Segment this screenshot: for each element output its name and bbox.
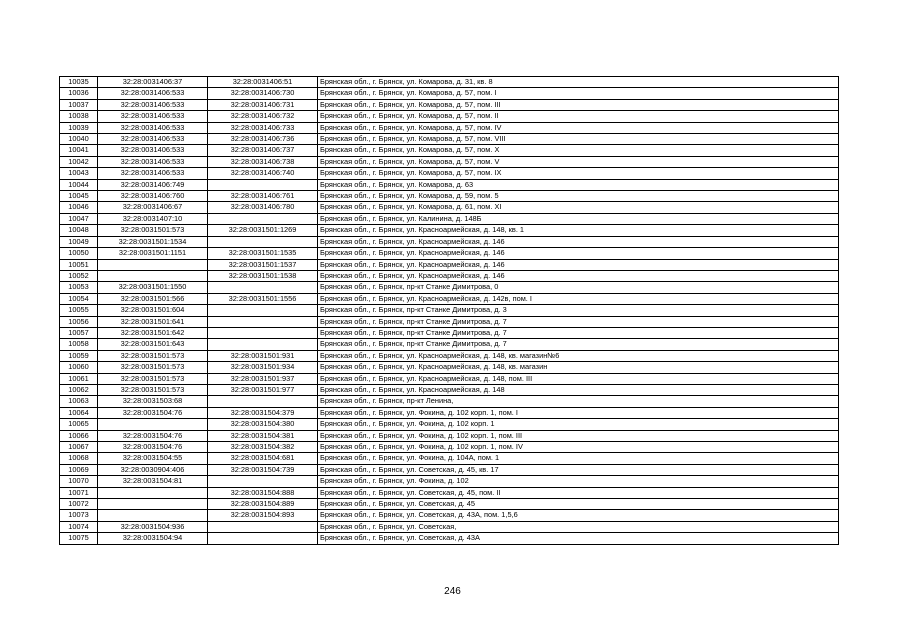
page-number: 246 (444, 586, 461, 597)
table-row (60, 384, 839, 395)
address-cell: Брянская обл., г. Брянск, пр-кт Станке Димитрова, д. 7 (318, 339, 839, 350)
row-number-cell: 10036 (60, 88, 98, 99)
row-number-cell: 10035 (60, 77, 98, 88)
object-number-cell (208, 396, 318, 407)
cadastral-number-cell: 32:28:0031406:533 (98, 134, 208, 145)
address-cell: Брянская обл., г. Брянск, ул. Комарова, д. 57, пом. I (318, 88, 839, 99)
address-cell: Брянская обл., г. Брянск, ул. Красноармейская, д. 146 (318, 248, 839, 259)
object-number-cell: 32:28:0031406:736 (208, 134, 318, 145)
row-number-cell: 10055 (60, 305, 98, 316)
address-cell: Брянская обл., г. Брянск, ул. Советская, д. 45, пом. II (318, 487, 839, 498)
table-row (60, 339, 839, 350)
row-number-cell: 10067 (60, 442, 98, 453)
row-number-cell: 10044 (60, 179, 98, 190)
object-number-cell: 32:28:0031406:738 (208, 156, 318, 167)
row-number-cell: 10052 (60, 270, 98, 281)
table-row (60, 430, 839, 441)
cadastral-number-cell: 32:28:0031407:10 (98, 213, 208, 224)
table-row (60, 213, 839, 224)
object-number-cell: 32:28:0031406:733 (208, 122, 318, 133)
address-cell: Брянская обл., г. Брянск, ул. Красноармейская, д. 146 (318, 236, 839, 247)
object-number-cell: 32:28:0031501:934 (208, 362, 318, 373)
cadastral-number-cell: 32:28:0031501:573 (98, 384, 208, 395)
object-number-cell: 32:28:0031406:761 (208, 191, 318, 202)
cadastral-number-cell (98, 487, 208, 498)
address-cell: Брянская обл., г. Брянск, ул. Советская, д. 43А, пом. 1,5,6 (318, 510, 839, 521)
address-cell: Брянская обл., г. Брянск, ул. Комарова, д. 57, пом. VIII (318, 134, 839, 145)
address-cell: Брянская обл., г. Брянск, ул. Комарова, д. 57, пом. IV (318, 122, 839, 133)
table-row (60, 487, 839, 498)
address-cell: Брянская обл., г. Брянск, ул. Красноармейская, д. 148, кв. магазин№6 (318, 350, 839, 361)
cadastral-number-cell (98, 419, 208, 430)
object-number-cell (208, 533, 318, 544)
object-number-cell: 32:28:0031504:382 (208, 442, 318, 453)
address-cell: Брянская обл., г. Брянск, ул. Фокина, д. 104А, пом. 1 (318, 453, 839, 464)
row-number-cell: 10051 (60, 259, 98, 270)
object-number-cell: 32:28:0031504:379 (208, 407, 318, 418)
row-number-cell: 10071 (60, 487, 98, 498)
address-cell: Брянская обл., г. Брянск, ул. Комарова, д. 57, пом. III (318, 99, 839, 110)
table-row (60, 316, 839, 327)
cadastral-number-cell: 32:28:0031501:642 (98, 327, 208, 338)
cadastral-number-cell: 32:28:0031504:55 (98, 453, 208, 464)
table-row (60, 282, 839, 293)
row-number-cell: 10054 (60, 293, 98, 304)
table-row (60, 396, 839, 407)
row-number-cell: 10074 (60, 521, 98, 532)
cadastral-number-cell: 32:28:0031504:94 (98, 533, 208, 544)
cadastral-number-cell: 32:28:0031406:67 (98, 202, 208, 213)
address-cell: Брянская обл., г. Брянск, ул. Комарова, д. 57, пом. IX (318, 168, 839, 179)
row-number-cell: 10053 (60, 282, 98, 293)
table-row (60, 168, 839, 179)
object-number-cell (208, 339, 318, 350)
row-number-cell: 10057 (60, 327, 98, 338)
cadastral-number-cell (98, 510, 208, 521)
table-row (60, 145, 839, 156)
object-number-cell (208, 476, 318, 487)
cadastral-number-cell: 32:28:0031406:749 (98, 179, 208, 190)
object-number-cell: 32:28:0031406:51 (208, 77, 318, 88)
object-number-cell: 32:28:0031504:681 (208, 453, 318, 464)
table-row (60, 122, 839, 133)
property-table-body (60, 77, 839, 545)
cadastral-number-cell (98, 259, 208, 270)
address-cell: Брянская обл., г. Брянск, ул. Фокина, д. 102 корп. 1 (318, 419, 839, 430)
address-cell: Брянская обл., г. Брянск, ул. Комарова, д. 57, пом. II (318, 111, 839, 122)
row-number-cell: 10059 (60, 350, 98, 361)
table-row (60, 99, 839, 110)
cadastral-number-cell: 32:28:0031406:533 (98, 156, 208, 167)
row-number-cell: 10064 (60, 407, 98, 418)
table-row (60, 305, 839, 316)
object-number-cell: 32:28:0031406:740 (208, 168, 318, 179)
row-number-cell: 10041 (60, 145, 98, 156)
row-number-cell: 10040 (60, 134, 98, 145)
table-row (60, 270, 839, 281)
address-cell: Брянская обл., г. Брянск, ул. Комарова, д. 57, пом. X (318, 145, 839, 156)
row-number-cell: 10038 (60, 111, 98, 122)
table-row (60, 88, 839, 99)
object-number-cell: 32:28:0031501:977 (208, 384, 318, 395)
cadastral-number-cell: 32:28:0031501:641 (98, 316, 208, 327)
table-row (60, 442, 839, 453)
table-row (60, 248, 839, 259)
address-cell: Брянская обл., г. Брянск, ул. Советская, д. 43А (318, 533, 839, 544)
cadastral-number-cell: 32:28:0031406:533 (98, 168, 208, 179)
object-number-cell (208, 282, 318, 293)
address-cell: Брянская обл., г. Брянск, ул. Комарова, д. 63 (318, 179, 839, 190)
object-number-cell: 32:28:0031504:739 (208, 464, 318, 475)
row-number-cell: 10068 (60, 453, 98, 464)
row-number-cell: 10061 (60, 373, 98, 384)
table-row (60, 407, 839, 418)
address-cell: Брянская обл., г. Брянск, ул. Фокина, д. 102 корп. 1, пом. III (318, 430, 839, 441)
cadastral-number-cell: 32:28:0031504:936 (98, 521, 208, 532)
address-cell: Брянская обл., г. Брянск, ул. Советская, д. 45 (318, 499, 839, 510)
object-number-cell (208, 521, 318, 532)
address-cell: Брянская обл., г. Брянск, ул. Комарова, д. 57, пом. V (318, 156, 839, 167)
cadastral-number-cell: 32:28:0031501:1534 (98, 236, 208, 247)
address-cell: Брянская обл., г. Брянск, ул. Фокина, д. 102 корп. 1, пом. IV (318, 442, 839, 453)
table-row (60, 499, 839, 510)
table-row (60, 476, 839, 487)
cadastral-number-cell: 32:28:0031406:760 (98, 191, 208, 202)
row-number-cell: 10039 (60, 122, 98, 133)
table-row (60, 419, 839, 430)
cadastral-number-cell: 32:28:0031501:1151 (98, 248, 208, 259)
address-cell: Брянская обл., г. Брянск, ул. Красноармейская, д. 146 (318, 270, 839, 281)
address-cell: Брянская обл., г. Брянск, пр-кт Станке Димитрова, 0 (318, 282, 839, 293)
cadastral-number-cell: 32:28:0031504:76 (98, 407, 208, 418)
cadastral-number-cell: 32:28:0031501:604 (98, 305, 208, 316)
object-number-cell: 32:28:0031504:381 (208, 430, 318, 441)
cadastral-number-cell: 32:28:0030904:406 (98, 464, 208, 475)
table-row (60, 202, 839, 213)
table-row (60, 521, 839, 532)
object-number-cell (208, 236, 318, 247)
cadastral-number-cell: 32:28:0031501:573 (98, 225, 208, 236)
address-cell: Брянская обл., г. Брянск, ул. Калинина, д. 148Б (318, 213, 839, 224)
table-row (60, 191, 839, 202)
address-cell: Брянская обл., г. Брянск, ул. Фокина, д. 102 (318, 476, 839, 487)
row-number-cell: 10042 (60, 156, 98, 167)
object-number-cell: 32:28:0031501:937 (208, 373, 318, 384)
table-row (60, 236, 839, 247)
cadastral-number-cell: 32:28:0031501:643 (98, 339, 208, 350)
object-number-cell (208, 213, 318, 224)
row-number-cell: 10048 (60, 225, 98, 236)
address-cell: Брянская обл., г. Брянск, ул. Красноармейская, д. 148, кв. магазин (318, 362, 839, 373)
table-row (60, 373, 839, 384)
address-cell: Брянская обл., г. Брянск, ул. Комарова, д. 61, пом. XI (318, 202, 839, 213)
row-number-cell: 10037 (60, 99, 98, 110)
object-number-cell: 32:28:0031501:1556 (208, 293, 318, 304)
table-row (60, 179, 839, 190)
table-row (60, 464, 839, 475)
row-number-cell: 10049 (60, 236, 98, 247)
cadastral-number-cell (98, 499, 208, 510)
row-number-cell: 10045 (60, 191, 98, 202)
table-row (60, 225, 839, 236)
address-cell: Брянская обл., г. Брянск, ул. Советская, д. 45, кв. 17 (318, 464, 839, 475)
cadastral-number-cell: 32:28:0031504:76 (98, 442, 208, 453)
address-cell: Брянская обл., г. Брянск, ул. Красноармейская, д. 146 (318, 259, 839, 270)
cadastral-number-cell: 32:28:0031504:76 (98, 430, 208, 441)
object-number-cell: 32:28:0031501:1537 (208, 259, 318, 270)
row-number-cell: 10060 (60, 362, 98, 373)
cadastral-number-cell: 32:28:0031406:533 (98, 145, 208, 156)
row-number-cell: 10047 (60, 213, 98, 224)
row-number-cell: 10046 (60, 202, 98, 213)
table-row (60, 362, 839, 373)
cadastral-number-cell: 32:28:0031406:37 (98, 77, 208, 88)
table-row (60, 327, 839, 338)
cadastral-number-cell: 32:28:0031501:573 (98, 362, 208, 373)
object-number-cell: 32:28:0031504:889 (208, 499, 318, 510)
address-cell: Брянская обл., г. Брянск, пр-кт Станке Димитрова, д. 7 (318, 327, 839, 338)
address-cell: Брянская обл., г. Брянск, ул. Красноармейская, д. 148, кв. 1 (318, 225, 839, 236)
table-row (60, 510, 839, 521)
address-cell: Брянская обл., г. Брянск, пр-кт Ленина, (318, 396, 839, 407)
object-number-cell: 32:28:0031406:730 (208, 88, 318, 99)
object-number-cell: 32:28:0031406:732 (208, 111, 318, 122)
table-row (60, 77, 839, 88)
cadastral-number-cell: 32:28:0031501:1550 (98, 282, 208, 293)
table-row (60, 533, 839, 544)
object-number-cell: 32:28:0031406:780 (208, 202, 318, 213)
object-number-cell: 32:28:0031406:731 (208, 99, 318, 110)
address-cell: Брянская обл., г. Брянск, ул. Комарова, д. 59, пом. 5 (318, 191, 839, 202)
address-cell: Брянская обл., г. Брянск, пр-кт Станке Димитрова, д. 7 (318, 316, 839, 327)
address-cell: Брянская обл., г. Брянск, ул. Советская, (318, 521, 839, 532)
address-cell: Брянская обл., г. Брянск, ул. Красноармейская, д. 142в, пом. I (318, 293, 839, 304)
row-number-cell: 10058 (60, 339, 98, 350)
object-number-cell (208, 305, 318, 316)
table-row (60, 111, 839, 122)
object-number-cell (208, 327, 318, 338)
table-row (60, 134, 839, 145)
object-number-cell: 32:28:0031406:737 (208, 145, 318, 156)
row-number-cell: 10062 (60, 384, 98, 395)
table-row (60, 259, 839, 270)
cadastral-number-cell: 32:28:0031501:566 (98, 293, 208, 304)
cadastral-number-cell: 32:28:0031406:533 (98, 111, 208, 122)
address-cell: Брянская обл., г. Брянск, ул. Красноармейская, д. 148 (318, 384, 839, 395)
row-number-cell: 10073 (60, 510, 98, 521)
object-number-cell: 32:28:0031501:1269 (208, 225, 318, 236)
row-number-cell: 10043 (60, 168, 98, 179)
cadastral-number-cell: 32:28:0031406:533 (98, 88, 208, 99)
object-number-cell: 32:28:0031504:893 (208, 510, 318, 521)
table-row (60, 293, 839, 304)
row-number-cell: 10066 (60, 430, 98, 441)
object-number-cell: 32:28:0031501:931 (208, 350, 318, 361)
object-number-cell: 32:28:0031501:1538 (208, 270, 318, 281)
cadastral-number-cell: 32:28:0031503:68 (98, 396, 208, 407)
row-number-cell: 10069 (60, 464, 98, 475)
cadastral-number-cell: 32:28:0031406:533 (98, 99, 208, 110)
row-number-cell: 10075 (60, 533, 98, 544)
address-cell: Брянская обл., г. Брянск, ул. Комарова, д. 31, кв. 8 (318, 77, 839, 88)
row-number-cell: 10070 (60, 476, 98, 487)
table-row (60, 156, 839, 167)
cadastral-number-cell: 32:28:0031501:573 (98, 373, 208, 384)
row-number-cell: 10056 (60, 316, 98, 327)
cadastral-number-cell: 32:28:0031501:573 (98, 350, 208, 361)
cadastral-number-cell (98, 270, 208, 281)
property-table (59, 76, 839, 545)
object-number-cell: 32:28:0031504:380 (208, 419, 318, 430)
object-number-cell: 32:28:0031504:888 (208, 487, 318, 498)
object-number-cell (208, 316, 318, 327)
address-cell: Брянская обл., г. Брянск, ул. Красноармейская, д. 148, пом. III (318, 373, 839, 384)
cadastral-number-cell: 32:28:0031504:81 (98, 476, 208, 487)
object-number-cell: 32:28:0031501:1535 (208, 248, 318, 259)
row-number-cell: 10050 (60, 248, 98, 259)
row-number-cell: 10065 (60, 419, 98, 430)
object-number-cell (208, 179, 318, 190)
table-row (60, 350, 839, 361)
cadastral-number-cell: 32:28:0031406:533 (98, 122, 208, 133)
address-cell: Брянская обл., г. Брянск, ул. Фокина, д. 102 корп. 1, пом. I (318, 407, 839, 418)
table-row (60, 453, 839, 464)
row-number-cell: 10063 (60, 396, 98, 407)
address-cell: Брянская обл., г. Брянск, пр-кт Станке Димитрова, д. 3 (318, 305, 839, 316)
row-number-cell: 10072 (60, 499, 98, 510)
